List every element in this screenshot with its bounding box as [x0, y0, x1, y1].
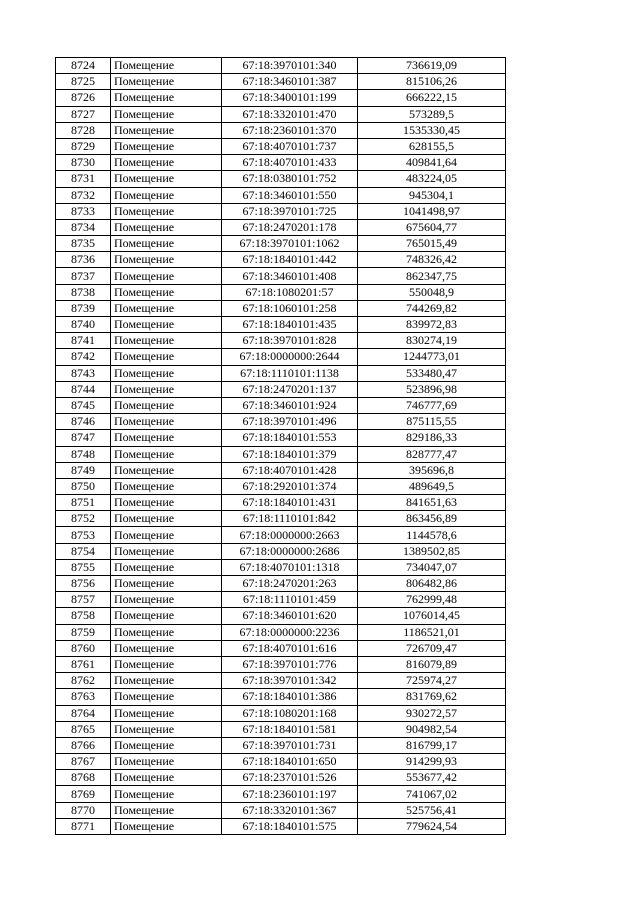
object-type-cell: Помещение [111, 737, 222, 753]
object-type-cell: Помещение [111, 754, 222, 770]
table-row [56, 187, 506, 203]
table-row [56, 737, 506, 753]
row-number-cell: 8737 [56, 268, 111, 284]
value-cell: 839972,83 [358, 317, 506, 333]
value-cell: 831769,62 [358, 689, 506, 705]
object-type-cell: Помещение [111, 122, 222, 138]
table-row [56, 592, 506, 608]
row-number-cell: 8759 [56, 624, 111, 640]
value-cell: 741067,02 [358, 786, 506, 802]
object-type-cell: Помещение [111, 640, 222, 656]
object-type-cell: Помещение [111, 802, 222, 818]
object-type-cell: Помещение [111, 786, 222, 802]
row-number-cell: 8752 [56, 511, 111, 527]
table-row [56, 122, 506, 138]
row-number-cell: 8733 [56, 203, 111, 219]
row-number-cell: 8755 [56, 559, 111, 575]
table-row [56, 608, 506, 624]
row-number-cell: 8766 [56, 737, 111, 753]
table-row [56, 381, 506, 397]
cadastral-number-cell: 67:18:1110101:1138 [222, 365, 358, 381]
value-cell: 734047,07 [358, 559, 506, 575]
cadastral-number-cell: 67:18:1840101:379 [222, 446, 358, 462]
cadastral-number-cell: 67:18:0000000:2686 [222, 543, 358, 559]
table-row [56, 673, 506, 689]
row-number-cell: 8760 [56, 640, 111, 656]
object-type-cell: Помещение [111, 705, 222, 721]
object-type-cell: Помещение [111, 317, 222, 333]
cadastral-number-cell: 67:18:3970101:340 [222, 58, 358, 74]
object-type-cell: Помещение [111, 495, 222, 511]
table-row [56, 430, 506, 446]
object-type-cell: Помещение [111, 397, 222, 413]
row-number-cell: 8730 [56, 155, 111, 171]
cadastral-number-cell: 67:18:2360101:370 [222, 122, 358, 138]
object-type-cell: Помещение [111, 349, 222, 365]
value-cell: 1389502,85 [358, 543, 506, 559]
cadastral-number-cell: 67:18:1840101:581 [222, 721, 358, 737]
table-row [56, 543, 506, 559]
value-cell: 550048,9 [358, 284, 506, 300]
value-cell: 765015,49 [358, 236, 506, 252]
row-number-cell: 8770 [56, 802, 111, 818]
table-row [56, 203, 506, 219]
value-cell: 816799,17 [358, 737, 506, 753]
row-number-cell: 8771 [56, 818, 111, 834]
cadastral-number-cell: 67:18:2360101:197 [222, 786, 358, 802]
object-type-cell: Помещение [111, 381, 222, 397]
cadastral-number-cell: 67:18:3460101:924 [222, 397, 358, 413]
row-number-cell: 8757 [56, 592, 111, 608]
cadastral-number-cell: 67:18:3970101:496 [222, 414, 358, 430]
property-table [55, 57, 506, 835]
cadastral-number-cell: 67:18:1110101:842 [222, 511, 358, 527]
value-cell: 748326,42 [358, 252, 506, 268]
cadastral-number-cell: 67:18:0000000:2236 [222, 624, 358, 640]
cadastral-number-cell: 67:18:3400101:199 [222, 90, 358, 106]
cadastral-number-cell: 67:18:3320101:367 [222, 802, 358, 818]
table-row [56, 624, 506, 640]
value-cell: 875115,55 [358, 414, 506, 430]
table-row [56, 576, 506, 592]
table-row [56, 74, 506, 90]
value-cell: 736619,09 [358, 58, 506, 74]
table-row [56, 219, 506, 235]
object-type-cell: Помещение [111, 721, 222, 737]
table-row [56, 106, 506, 122]
cadastral-number-cell: 67:18:0000000:2663 [222, 527, 358, 543]
row-number-cell: 8726 [56, 90, 111, 106]
cadastral-number-cell: 67:18:4070101:1318 [222, 559, 358, 575]
object-type-cell: Помещение [111, 365, 222, 381]
table-row [56, 155, 506, 171]
table-row [56, 640, 506, 656]
cadastral-number-cell: 67:18:1110101:459 [222, 592, 358, 608]
value-cell: 725974,27 [358, 673, 506, 689]
cadastral-number-cell: 67:18:1840101:575 [222, 818, 358, 834]
value-cell: 863456,89 [358, 511, 506, 527]
object-type-cell: Помещение [111, 74, 222, 90]
object-type-cell: Помещение [111, 333, 222, 349]
object-type-cell: Помещение [111, 818, 222, 834]
object-type-cell: Помещение [111, 284, 222, 300]
cadastral-number-cell: 67:18:3320101:470 [222, 106, 358, 122]
object-type-cell: Помещение [111, 543, 222, 559]
object-type-cell: Помещение [111, 656, 222, 672]
table-row [56, 802, 506, 818]
cadastral-number-cell: 67:18:3970101:731 [222, 737, 358, 753]
table-row [56, 414, 506, 430]
row-number-cell: 8767 [56, 754, 111, 770]
value-cell: 862347,75 [358, 268, 506, 284]
object-type-cell: Помещение [111, 446, 222, 462]
object-type-cell: Помещение [111, 511, 222, 527]
table-row [56, 284, 506, 300]
value-cell: 815106,26 [358, 74, 506, 90]
value-cell: 816079,89 [358, 656, 506, 672]
row-number-cell: 8729 [56, 138, 111, 154]
table-row [56, 656, 506, 672]
value-cell: 483224,05 [358, 171, 506, 187]
value-cell: 1535330,45 [358, 122, 506, 138]
table-row [56, 770, 506, 786]
row-number-cell: 8725 [56, 74, 111, 90]
table-row [56, 300, 506, 316]
row-number-cell: 8735 [56, 236, 111, 252]
table-row [56, 818, 506, 834]
value-cell: 1041498,97 [358, 203, 506, 219]
row-number-cell: 8743 [56, 365, 111, 381]
table-row [56, 138, 506, 154]
value-cell: 573289,5 [358, 106, 506, 122]
cadastral-number-cell: 67:18:3970101:1062 [222, 236, 358, 252]
table-row [56, 397, 506, 413]
value-cell: 930272,57 [358, 705, 506, 721]
cadastral-number-cell: 67:18:3970101:776 [222, 656, 358, 672]
object-type-cell: Помещение [111, 462, 222, 478]
table-row [56, 511, 506, 527]
object-type-cell: Помещение [111, 478, 222, 494]
cadastral-number-cell: 67:18:1840101:650 [222, 754, 358, 770]
value-cell: 533480,47 [358, 365, 506, 381]
cadastral-number-cell: 67:18:3970101:828 [222, 333, 358, 349]
row-number-cell: 8741 [56, 333, 111, 349]
object-type-cell: Помещение [111, 236, 222, 252]
cadastral-number-cell: 67:18:1840101:553 [222, 430, 358, 446]
table-row [56, 478, 506, 494]
value-cell: 830274,19 [358, 333, 506, 349]
value-cell: 409841,64 [358, 155, 506, 171]
value-cell: 628155,5 [358, 138, 506, 154]
table-row [56, 705, 506, 721]
cadastral-number-cell: 67:18:1060101:258 [222, 300, 358, 316]
cadastral-number-cell: 67:18:2470201:263 [222, 576, 358, 592]
object-type-cell: Помещение [111, 58, 222, 74]
value-cell: 489649,5 [358, 478, 506, 494]
object-type-cell: Помещение [111, 252, 222, 268]
row-number-cell: 8732 [56, 187, 111, 203]
object-type-cell: Помещение [111, 106, 222, 122]
table-row [56, 689, 506, 705]
table-row [56, 58, 506, 74]
table-row [56, 754, 506, 770]
cadastral-number-cell: 67:18:0380101:752 [222, 171, 358, 187]
row-number-cell: 8769 [56, 786, 111, 802]
row-number-cell: 8734 [56, 219, 111, 235]
row-number-cell: 8728 [56, 122, 111, 138]
value-cell: 1186521,01 [358, 624, 506, 640]
row-number-cell: 8762 [56, 673, 111, 689]
row-number-cell: 8751 [56, 495, 111, 511]
value-cell: 779624,54 [358, 818, 506, 834]
cadastral-number-cell: 67:18:3460101:620 [222, 608, 358, 624]
value-cell: 395696,8 [358, 462, 506, 478]
row-number-cell: 8742 [56, 349, 111, 365]
object-type-cell: Помещение [111, 592, 222, 608]
table-row [56, 236, 506, 252]
row-number-cell: 8739 [56, 300, 111, 316]
row-number-cell: 8747 [56, 430, 111, 446]
object-type-cell: Помещение [111, 187, 222, 203]
row-number-cell: 8738 [56, 284, 111, 300]
table-row [56, 365, 506, 381]
value-cell: 762999,48 [358, 592, 506, 608]
cadastral-number-cell: 67:18:4070101:433 [222, 155, 358, 171]
value-cell: 945304,1 [358, 187, 506, 203]
cadastral-number-cell: 67:18:2470201:178 [222, 219, 358, 235]
cadastral-number-cell: 67:18:3460101:550 [222, 187, 358, 203]
object-type-cell: Помещение [111, 414, 222, 430]
value-cell: 675604,77 [358, 219, 506, 235]
row-number-cell: 8736 [56, 252, 111, 268]
row-number-cell: 8748 [56, 446, 111, 462]
object-type-cell: Помещение [111, 624, 222, 640]
value-cell: 1244773,01 [358, 349, 506, 365]
object-type-cell: Помещение [111, 300, 222, 316]
table-row [56, 446, 506, 462]
table-row [56, 462, 506, 478]
row-number-cell: 8761 [56, 656, 111, 672]
object-type-cell: Помещение [111, 576, 222, 592]
value-cell: 525756,41 [358, 802, 506, 818]
table-row [56, 90, 506, 106]
value-cell: 666222,15 [358, 90, 506, 106]
object-type-cell: Помещение [111, 559, 222, 575]
row-number-cell: 8746 [56, 414, 111, 430]
cadastral-number-cell: 67:18:4070101:616 [222, 640, 358, 656]
row-number-cell: 8758 [56, 608, 111, 624]
object-type-cell: Помещение [111, 219, 222, 235]
object-type-cell: Помещение [111, 171, 222, 187]
value-cell: 806482,86 [358, 576, 506, 592]
property-table-body [56, 58, 506, 835]
row-number-cell: 8765 [56, 721, 111, 737]
row-number-cell: 8744 [56, 381, 111, 397]
cadastral-number-cell: 67:18:4070101:737 [222, 138, 358, 154]
table-row [56, 333, 506, 349]
object-type-cell: Помещение [111, 673, 222, 689]
value-cell: 904982,54 [358, 721, 506, 737]
table-row [56, 559, 506, 575]
table-row [56, 721, 506, 737]
object-type-cell: Помещение [111, 430, 222, 446]
row-number-cell: 8731 [56, 171, 111, 187]
row-number-cell: 8750 [56, 478, 111, 494]
table-row [56, 171, 506, 187]
cadastral-number-cell: 67:18:3970101:342 [222, 673, 358, 689]
table-row [56, 252, 506, 268]
object-type-cell: Помещение [111, 268, 222, 284]
value-cell: 1076014,45 [358, 608, 506, 624]
object-type-cell: Помещение [111, 90, 222, 106]
object-type-cell: Помещение [111, 770, 222, 786]
table-row [56, 527, 506, 543]
table-row [56, 495, 506, 511]
table-row [56, 268, 506, 284]
row-number-cell: 8768 [56, 770, 111, 786]
cadastral-number-cell: 67:18:4070101:428 [222, 462, 358, 478]
row-number-cell: 8749 [56, 462, 111, 478]
row-number-cell: 8727 [56, 106, 111, 122]
cadastral-number-cell: 67:18:1840101:435 [222, 317, 358, 333]
row-number-cell: 8756 [56, 576, 111, 592]
cadastral-number-cell: 67:18:0000000:2644 [222, 349, 358, 365]
object-type-cell: Помещение [111, 138, 222, 154]
cadastral-number-cell: 67:18:1840101:442 [222, 252, 358, 268]
row-number-cell: 8764 [56, 705, 111, 721]
value-cell: 1144578,6 [358, 527, 506, 543]
value-cell: 746777,69 [358, 397, 506, 413]
value-cell: 828777,47 [358, 446, 506, 462]
cadastral-number-cell: 67:18:2470201:137 [222, 381, 358, 397]
cadastral-number-cell: 67:18:2370101:526 [222, 770, 358, 786]
cadastral-number-cell: 67:18:1080201:57 [222, 284, 358, 300]
cadastral-number-cell: 67:18:1840101:386 [222, 689, 358, 705]
value-cell: 523896,98 [358, 381, 506, 397]
cadastral-number-cell: 67:18:2920101:374 [222, 478, 358, 494]
cadastral-number-cell: 67:18:1840101:431 [222, 495, 358, 511]
row-number-cell: 8724 [56, 58, 111, 74]
document-page [55, 57, 506, 835]
value-cell: 744269,82 [358, 300, 506, 316]
table-row [56, 317, 506, 333]
value-cell: 829186,33 [358, 430, 506, 446]
object-type-cell: Помещение [111, 608, 222, 624]
cadastral-number-cell: 67:18:1080201:168 [222, 705, 358, 721]
object-type-cell: Помещение [111, 527, 222, 543]
object-type-cell: Помещение [111, 155, 222, 171]
row-number-cell: 8740 [56, 317, 111, 333]
value-cell: 553677,42 [358, 770, 506, 786]
object-type-cell: Помещение [111, 689, 222, 705]
object-type-cell: Помещение [111, 203, 222, 219]
row-number-cell: 8753 [56, 527, 111, 543]
value-cell: 841651,63 [358, 495, 506, 511]
row-number-cell: 8754 [56, 543, 111, 559]
cadastral-number-cell: 67:18:3460101:387 [222, 74, 358, 90]
row-number-cell: 8745 [56, 397, 111, 413]
table-row [56, 786, 506, 802]
value-cell: 914299,93 [358, 754, 506, 770]
row-number-cell: 8763 [56, 689, 111, 705]
value-cell: 726709,47 [358, 640, 506, 656]
cadastral-number-cell: 67:18:3460101:408 [222, 268, 358, 284]
cadastral-number-cell: 67:18:3970101:725 [222, 203, 358, 219]
table-row [56, 349, 506, 365]
